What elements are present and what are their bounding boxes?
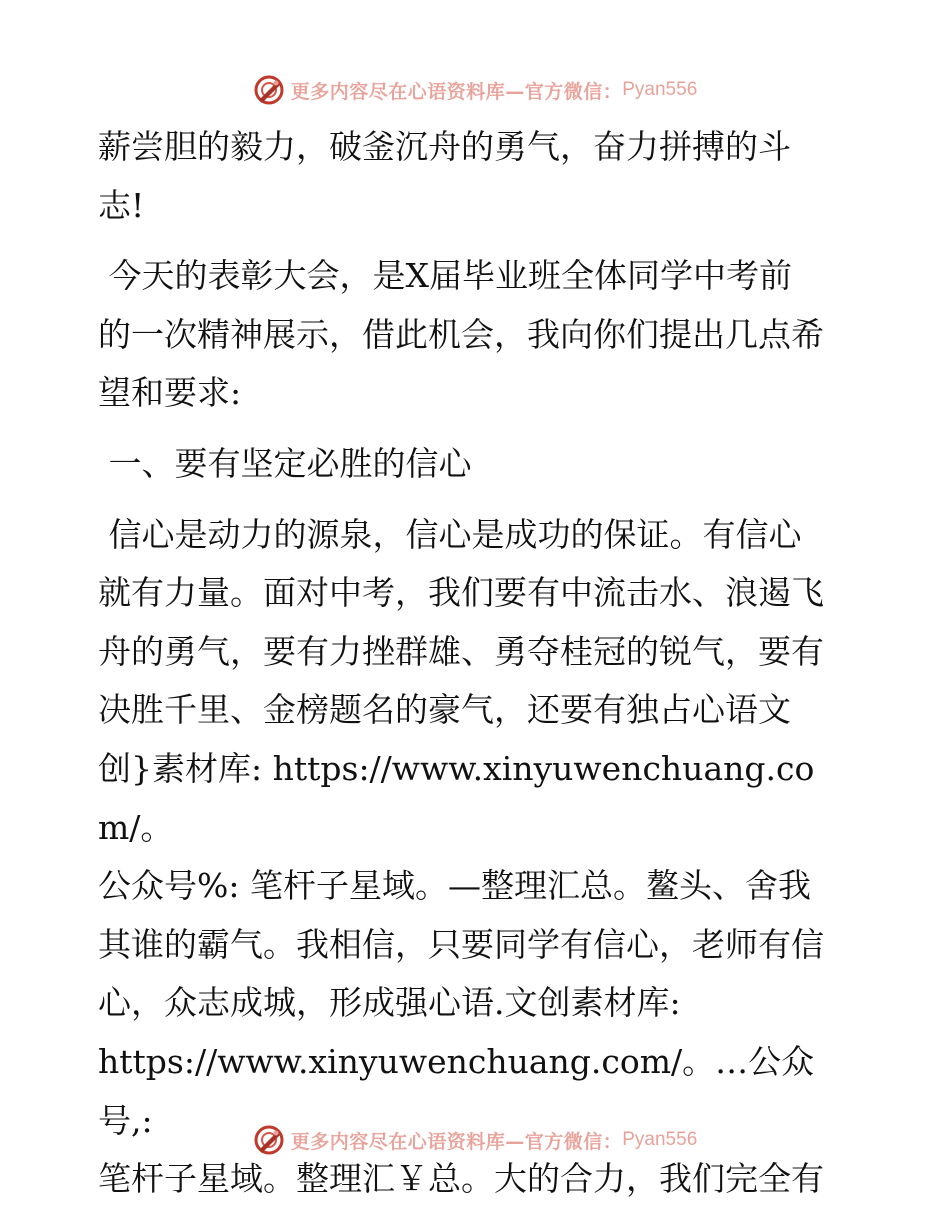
body-line: 信心是动力的源泉，信心是成功的保证。有信心 <box>98 514 802 554</box>
header-wechat-id: Pyan556 <box>622 79 698 100</box>
body-line: 今天的表彰大会，是X届毕业班全体同学中考前 <box>98 256 792 296</box>
body-line: 志! <box>98 185 145 225</box>
body-line: 其谁的霸气。我相信，只要同学有信心，老师有信 <box>98 924 824 964</box>
body-line: 公众号%: 笔杆子星域。—整理汇总。鳌头、舍我 <box>98 866 811 906</box>
logo-icon <box>253 74 285 106</box>
body-line: 创}素材库: https://www.xinyuwenchuang.com/。 <box>98 748 815 847</box>
header-banner-text: 更多内容尽在心语资料库—官方微信： <box>290 80 623 103</box>
document-body <box>98 118 858 1209</box>
body-line: 心，众志成城，形成强心语.文创素材库: <box>98 983 681 1023</box>
body-line: 就有力量。面对中考，我们要有中流击水、浪遏飞 <box>98 573 824 613</box>
section-heading: 一、要有坚定必胜的信心 <box>98 443 472 483</box>
body-line: 的一次精神展示，借此机会，我向你们提出几点希 <box>98 314 824 354</box>
footer-banner <box>0 1120 950 1160</box>
body-line: 舟的勇气，要有力挫群雄、勇夺桂冠的锐气，要有 <box>98 631 824 671</box>
body-line: 决胜千里、金榜题名的豪气，还要有独占心语文 <box>98 690 791 730</box>
header-banner <box>0 70 950 110</box>
logo-icon <box>253 1124 285 1156</box>
footer-wechat-id: Pyan556 <box>622 1129 698 1150</box>
body-line: 望和要求: <box>98 373 242 413</box>
body-line: 薪尝胆的毅力，破釜沉舟的勇气，奋力拼搏的斗 <box>98 127 791 166</box>
body-line: https://www.xinyuwenchuang.com/。…公众号,: <box>98 1041 815 1140</box>
body-line: 笔杆子星域。整理汇￥总。大的合力，我们完全有 <box>98 1159 824 1199</box>
footer-banner-text: 更多内容尽在心语资料库—官方微信： <box>290 1130 623 1153</box>
